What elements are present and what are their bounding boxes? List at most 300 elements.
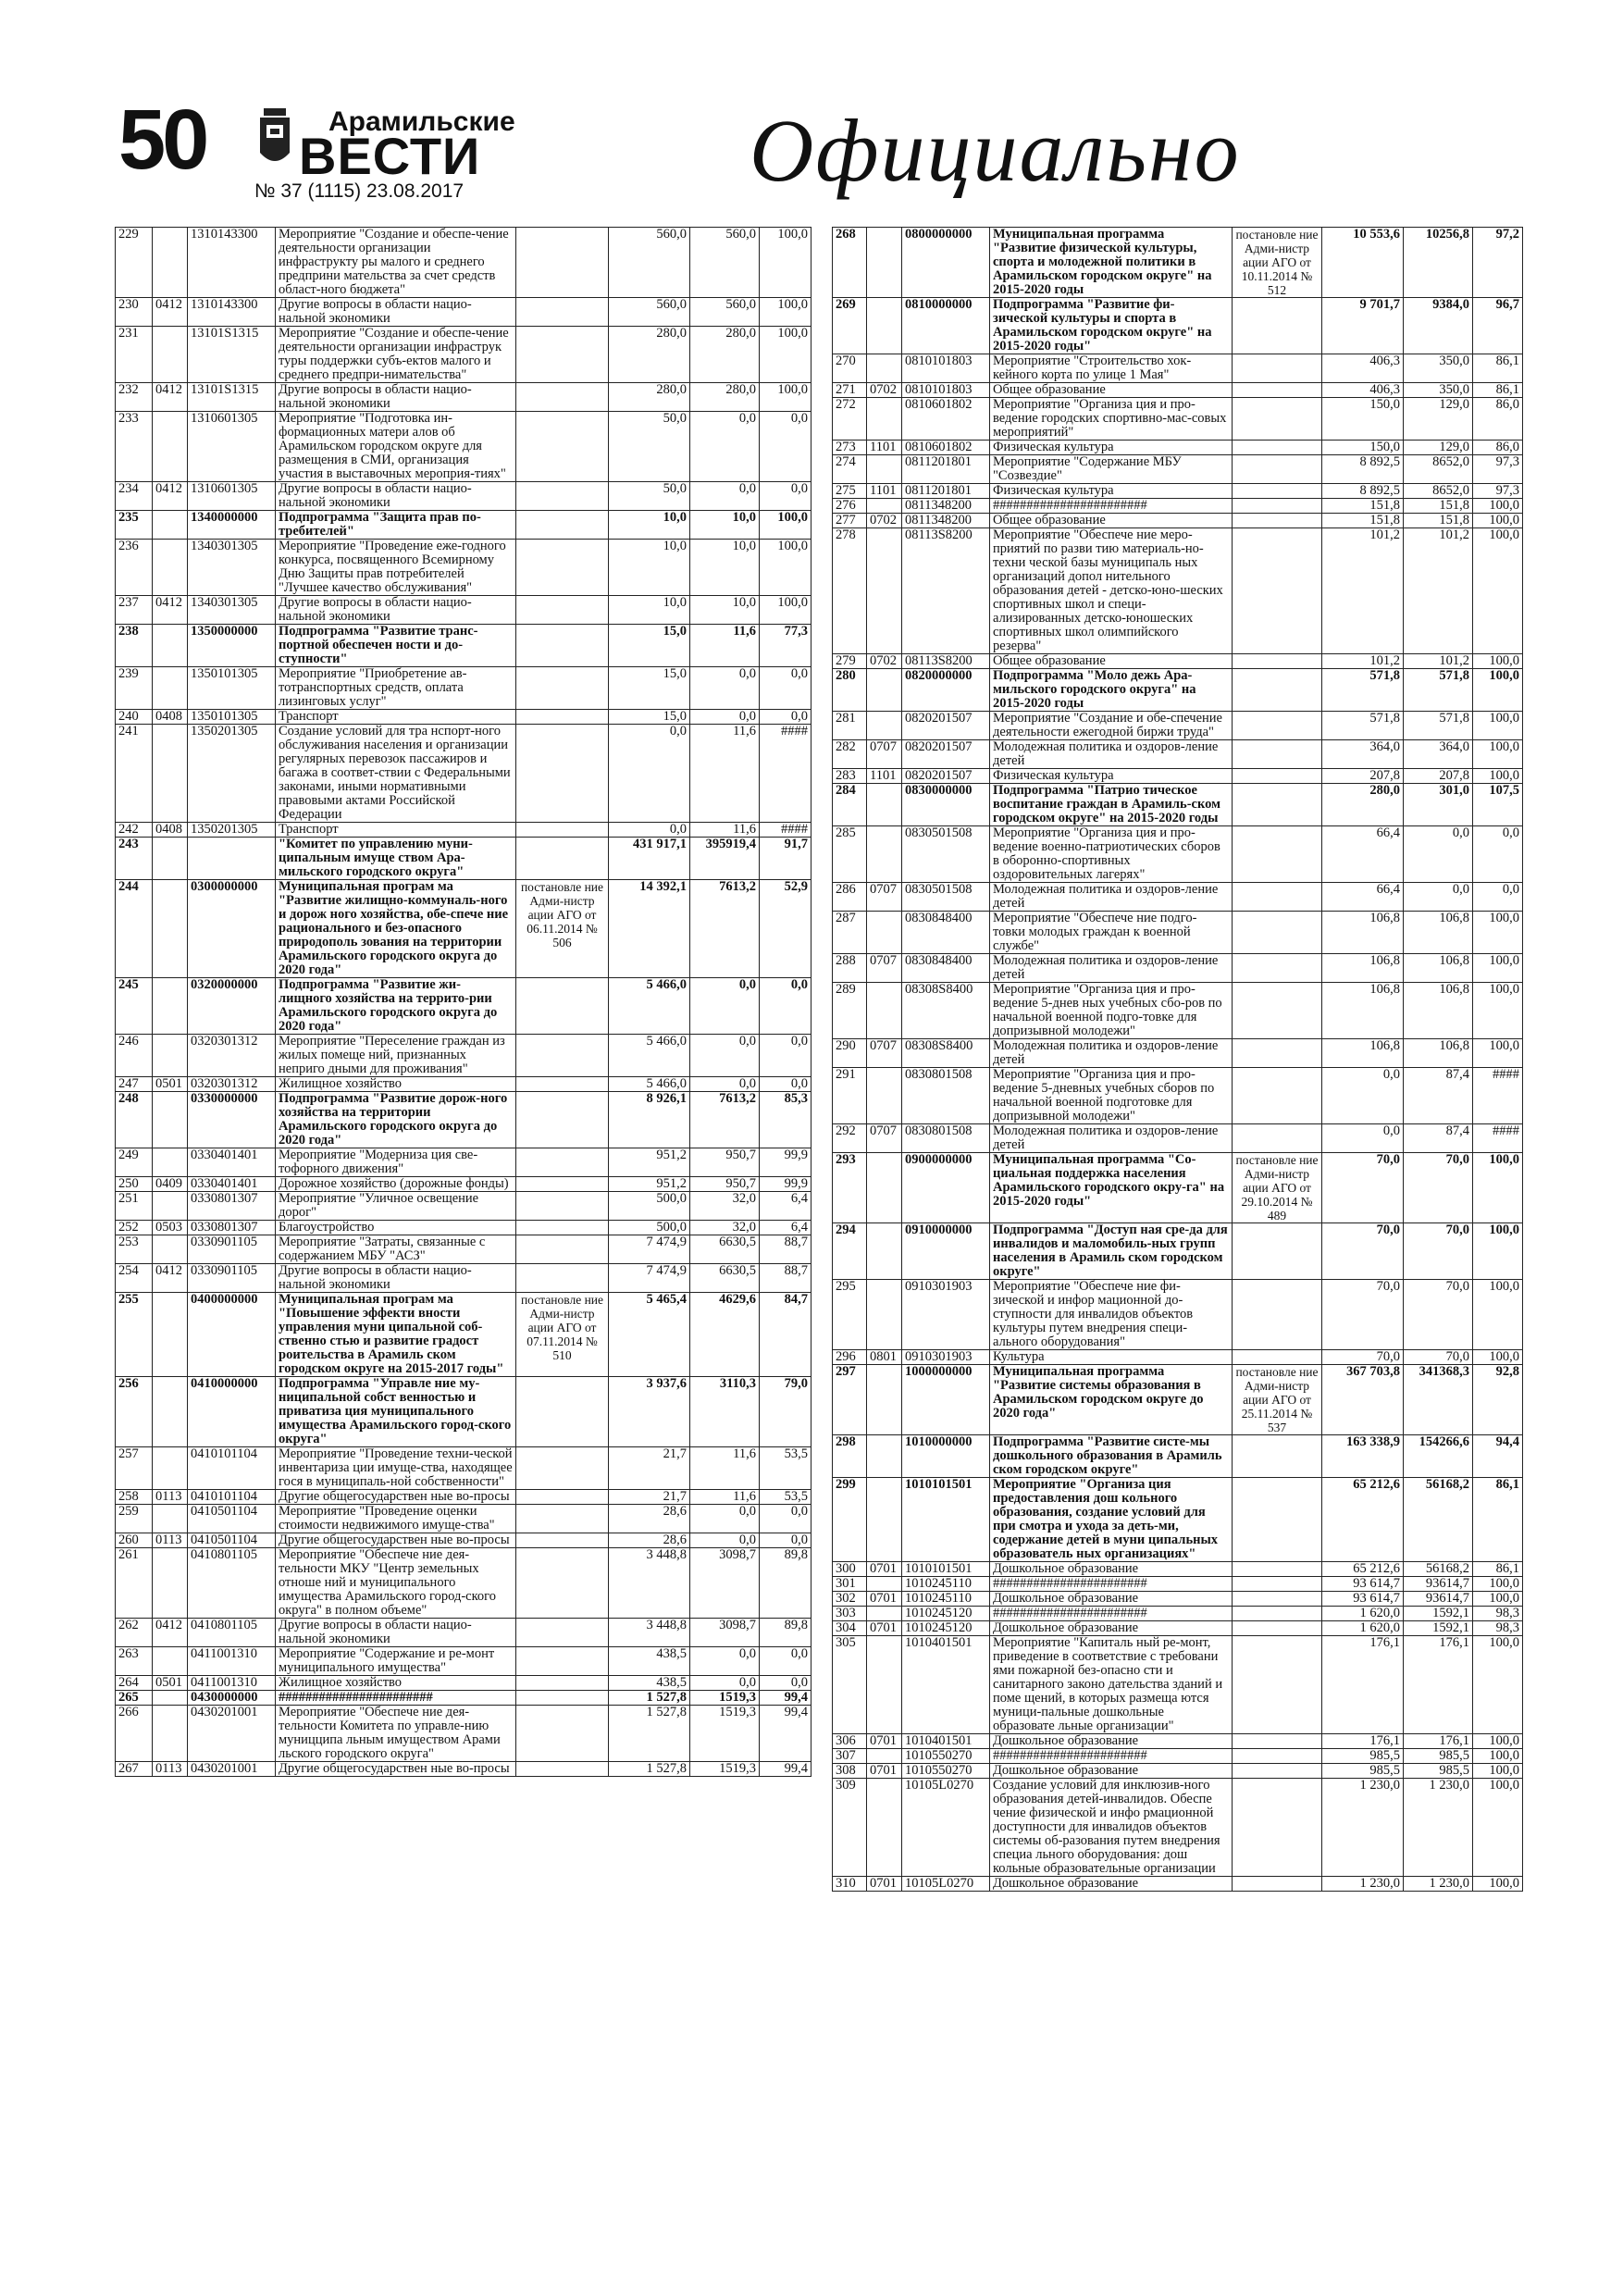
item-name: Мероприятие "Строительство хок-кейного корта по улице 1 Мая" (990, 354, 1233, 383)
executed-amount: 176,1 (1404, 1636, 1473, 1734)
execution-percent: 100,0 (1473, 1223, 1523, 1280)
execution-percent: 53,5 (760, 1447, 812, 1490)
execution-percent: 100,0 (1473, 1039, 1523, 1068)
row-number: 262 (116, 1619, 153, 1647)
table-row (116, 838, 812, 880)
planned-amount: 15,0 (609, 710, 690, 725)
execution-percent: 91,7 (760, 838, 812, 880)
executed-amount: 70,0 (1404, 1350, 1473, 1365)
execution-percent: 86,0 (1473, 441, 1523, 455)
table-row (116, 1221, 812, 1235)
row-number: 274 (833, 455, 867, 484)
document-ref (516, 1619, 609, 1647)
left-column (115, 227, 811, 1777)
table-row (116, 1148, 812, 1177)
item-name: Мероприятие "Проведение еже-годного конкурса, посвященного Всемирному Дню Защиты прав потребителей "Лучшее качество обслуживания" (276, 540, 516, 596)
target-code: 1310143300 (188, 298, 276, 327)
row-number: 300 (833, 1562, 867, 1577)
table-row (833, 1592, 1523, 1607)
planned-amount: 985,5 (1322, 1764, 1404, 1779)
row-number: 236 (116, 540, 153, 596)
document-ref (1233, 441, 1322, 455)
table-row (116, 1035, 812, 1077)
row-number: 309 (833, 1779, 867, 1877)
document-ref (516, 1647, 609, 1676)
execution-percent: 6,4 (760, 1221, 812, 1235)
planned-amount: 571,8 (1322, 712, 1404, 740)
target-code: 08113S8200 (902, 528, 990, 654)
document-ref (516, 625, 609, 667)
table-row (833, 1749, 1523, 1764)
item-name: Подпрограмма "Моло дежь Ара-мильского городского округа" на 2015-2020 годы (990, 669, 1233, 712)
row-number: 293 (833, 1153, 867, 1223)
section-code: 0701 (867, 1621, 902, 1636)
section-code: 0702 (867, 383, 902, 398)
execution-percent: 100,0 (1473, 514, 1523, 528)
planned-amount: 3 448,8 (609, 1619, 690, 1647)
table-row (116, 596, 812, 625)
row-number: 299 (833, 1478, 867, 1562)
document-ref (1233, 912, 1322, 954)
execution-percent: 6,4 (760, 1192, 812, 1221)
executed-amount: 1592,1 (1404, 1621, 1473, 1636)
table-row (116, 625, 812, 667)
section-code (867, 298, 902, 354)
section-code (867, 669, 902, 712)
item-name: Мероприятие "Проведение техни-ческой инвентариза ции имуще-ства, находящее гося в муниципаль-ной собственности" (276, 1447, 516, 1490)
execution-percent: 92,8 (1473, 1365, 1523, 1435)
row-number: 246 (116, 1035, 153, 1077)
item-name: Мероприятие "Обеспече ние фи-зической и инфор мационной до-ступности для инвалидов объектов культуры путем внедрения специ-ального оборудования" (990, 1280, 1233, 1350)
document-ref (516, 383, 609, 412)
document-ref (516, 1177, 609, 1192)
execution-percent: 100,0 (760, 298, 812, 327)
table-row (833, 1068, 1523, 1124)
row-number: 231 (116, 327, 153, 383)
target-code: 0830501508 (902, 883, 990, 912)
section-code (867, 354, 902, 383)
item-name: Мероприятие "Переселение граждан из жилых помеще ний, признанных неприго дными для проживания" (276, 1035, 516, 1077)
planned-amount: 10 553,6 (1322, 228, 1404, 298)
executed-amount: 129,0 (1404, 398, 1473, 441)
target-code: 0820201507 (902, 740, 990, 769)
document-ref (1233, 1607, 1322, 1621)
section-code (153, 880, 188, 978)
planned-amount: 28,6 (609, 1533, 690, 1548)
target-code: 1010245110 (902, 1577, 990, 1592)
document-ref (1233, 455, 1322, 484)
table-row (833, 1153, 1523, 1223)
row-number: 285 (833, 826, 867, 883)
target-code: 0811201801 (902, 484, 990, 499)
planned-amount: 3 937,6 (609, 1377, 690, 1447)
row-number: 297 (833, 1365, 867, 1435)
document-ref (516, 228, 609, 298)
execution-percent: 100,0 (760, 540, 812, 596)
section-code: 0503 (153, 1221, 188, 1235)
item-name: Мероприятие "Содержание МБУ "Созвездие" (990, 455, 1233, 484)
executed-amount: 1519,3 (690, 1706, 760, 1762)
planned-amount: 65 212,6 (1322, 1478, 1404, 1562)
target-code: 0300000000 (188, 880, 276, 978)
target-code: 0320301312 (188, 1035, 276, 1077)
executed-amount: 3098,7 (690, 1619, 760, 1647)
target-code: 1010245110 (902, 1592, 990, 1607)
execution-percent: 100,0 (1473, 1877, 1523, 1892)
item-name: Муниципальная програм ма "Повышение эффекти вности управления муни ципальной соб-ственно стью и развитие градост роительства в Арамиль ском городском округе на 2015-2017 годы" (276, 1293, 516, 1377)
document-ref (516, 540, 609, 596)
section-code: 0707 (867, 883, 902, 912)
executed-amount: 571,8 (1404, 712, 1473, 740)
row-number: 289 (833, 983, 867, 1039)
executed-amount: 11,6 (690, 725, 760, 823)
planned-amount: 176,1 (1322, 1636, 1404, 1734)
row-number: 243 (116, 838, 153, 880)
table-row (833, 1365, 1523, 1435)
item-name: Мероприятие "Организа ция и про-ведение 5-днев ных учебных сбо-ров по начальной военной подго-товке для допризывной молодежи" (990, 983, 1233, 1039)
section-code: 0701 (867, 1592, 902, 1607)
executed-amount: 301,0 (1404, 784, 1473, 826)
executed-amount: 10,0 (690, 596, 760, 625)
table-row (833, 883, 1523, 912)
target-code: 1350101305 (188, 667, 276, 710)
row-number: 303 (833, 1607, 867, 1621)
item-name: Дошкольное образование (990, 1877, 1233, 1892)
section-code: 0113 (153, 1762, 188, 1777)
section-code (153, 1377, 188, 1447)
item-name: Молодежная политика и оздоров-ление детей (990, 954, 1233, 983)
executed-amount: 32,0 (690, 1221, 760, 1235)
execution-percent: 97,2 (1473, 228, 1523, 298)
document-ref (1233, 669, 1322, 712)
execution-percent: 0,0 (760, 978, 812, 1035)
item-name: Общее образование (990, 383, 1233, 398)
document-ref: постановле ние Адми-нистр ации АГО от 06.11.2014 № 506 (516, 880, 609, 978)
table-row (116, 1177, 812, 1192)
row-number: 278 (833, 528, 867, 654)
item-name: ####################### (990, 1749, 1233, 1764)
item-name: ####################### (990, 1607, 1233, 1621)
row-number: 263 (116, 1647, 153, 1676)
executed-amount: 11,6 (690, 625, 760, 667)
item-name: Общее образование (990, 514, 1233, 528)
section-code: 0412 (153, 1264, 188, 1293)
item-name: Мероприятие "Обеспече ние подго-товки молодых граждан к военной службе" (990, 912, 1233, 954)
section-code (153, 1548, 188, 1619)
executed-amount: 0,0 (690, 1077, 760, 1092)
table-row (116, 1092, 812, 1148)
section-code (867, 1478, 902, 1562)
execution-percent: 0,0 (760, 710, 812, 725)
planned-amount: 560,0 (609, 298, 690, 327)
target-code: 1010000000 (902, 1435, 990, 1478)
document-ref (516, 1221, 609, 1235)
execution-percent: 98,3 (1473, 1621, 1523, 1636)
table-row (833, 740, 1523, 769)
planned-amount: 280,0 (609, 383, 690, 412)
table-row (116, 667, 812, 710)
item-name: Муниципальная програм ма "Развитие жилищно-коммуналь-ного и дорож ного хозяйства, обе-спече ние рационального и без-опасного природополь зования на территории Арамильского городского округа до 2020 года" (276, 880, 516, 978)
execution-percent: #### (1473, 1124, 1523, 1153)
item-name: Подпрограмма "Патрио тическое воспитание граждан в Арамиль-ском городском округе" на 2015-2020 годы (990, 784, 1233, 826)
section-code (867, 1153, 902, 1223)
planned-amount: 280,0 (609, 327, 690, 383)
item-name: Физическая культура (990, 484, 1233, 499)
target-code: 0820201507 (902, 712, 990, 740)
section-code (153, 1447, 188, 1490)
section-code: 1101 (867, 769, 902, 784)
planned-amount: 176,1 (1322, 1734, 1404, 1749)
document-ref (516, 482, 609, 511)
item-name: Мероприятие "Капиталь ный ре-монт, приведение в соответствие с требовани ями пожарной без-опасно сти и санитарного законо дательства зданий и поме щений, в которых размеща ются муници-пальные дошкольные образовате льные организации" (990, 1636, 1233, 1734)
document-ref (1233, 484, 1322, 499)
table-row (833, 298, 1523, 354)
document-ref (1233, 528, 1322, 654)
section-code: 0707 (867, 954, 902, 983)
document-ref: постановле ние Адми-нистр ации АГО от 07.11.2014 № 510 (516, 1293, 609, 1377)
document-ref (1233, 712, 1322, 740)
executed-amount: 11,6 (690, 1447, 760, 1490)
planned-amount: 21,7 (609, 1490, 690, 1505)
planned-amount: 1 527,8 (609, 1762, 690, 1777)
item-name: Подпрограмма "Развитие транс-портной обеспечен ности и до-ступности" (276, 625, 516, 667)
section-code (153, 1235, 188, 1264)
execution-percent: 100,0 (1473, 528, 1523, 654)
row-number: 242 (116, 823, 153, 838)
target-code: 1310601305 (188, 482, 276, 511)
planned-amount: 0,0 (1322, 1124, 1404, 1153)
planned-amount: 93 614,7 (1322, 1577, 1404, 1592)
table-row (833, 514, 1523, 528)
executed-amount: 56168,2 (1404, 1478, 1473, 1562)
section-code (867, 398, 902, 441)
execution-percent: 97,3 (1473, 484, 1523, 499)
target-code: 1010245120 (902, 1621, 990, 1636)
row-number: 241 (116, 725, 153, 823)
item-name: ####################### (276, 1691, 516, 1706)
table-row (833, 983, 1523, 1039)
row-number: 265 (116, 1691, 153, 1706)
executed-amount: 32,0 (690, 1192, 760, 1221)
row-number: 277 (833, 514, 867, 528)
row-number: 273 (833, 441, 867, 455)
document-ref (516, 327, 609, 383)
item-name: Мероприятие "Содержание и ре-монт муниципального имущества" (276, 1647, 516, 1676)
execution-percent: 0,0 (760, 1077, 812, 1092)
target-code: 1010550270 (902, 1749, 990, 1764)
executed-amount: 3110,3 (690, 1377, 760, 1447)
execution-percent: 100,0 (1473, 712, 1523, 740)
section-code (153, 838, 188, 880)
target-code: 08113S8200 (902, 654, 990, 669)
planned-amount: 151,8 (1322, 514, 1404, 528)
document-ref (1233, 740, 1322, 769)
item-name: Создание условий для тра нспорт-ного обслуживания населения и организации регулярных перевозок пассажиров и багажа в соответ-ствии с Федеральными законами, иными нормативными правовыми актами Российской Федерации (276, 725, 516, 823)
execution-percent: 84,7 (760, 1293, 812, 1377)
planned-amount: 8 926,1 (609, 1092, 690, 1148)
document-ref (1233, 1435, 1322, 1478)
execution-percent: 100,0 (1473, 912, 1523, 954)
executed-amount: 8652,0 (1404, 484, 1473, 499)
document-ref (516, 1447, 609, 1490)
document-ref (516, 1762, 609, 1777)
row-number: 307 (833, 1749, 867, 1764)
row-number: 271 (833, 383, 867, 398)
document-ref (516, 1706, 609, 1762)
target-code: 1010101501 (902, 1562, 990, 1577)
document-ref (1233, 383, 1322, 398)
section-code: 0412 (153, 383, 188, 412)
planned-amount: 5 466,0 (609, 978, 690, 1035)
target-code: 1310601305 (188, 412, 276, 482)
document-ref (516, 1377, 609, 1447)
execution-percent: 98,3 (1473, 1607, 1523, 1621)
item-name: Благоустройство (276, 1221, 516, 1235)
item-name: Мероприятие "Проведение оценки стоимости недвижимого имуще-ства" (276, 1505, 516, 1533)
executed-amount: 0,0 (690, 1533, 760, 1548)
execution-percent: 0,0 (760, 1035, 812, 1077)
row-number: 238 (116, 625, 153, 667)
executed-amount: 106,8 (1404, 954, 1473, 983)
table-row (116, 1293, 812, 1377)
item-name: Мероприятие "Затраты, связанные с содержанием МБУ "АСЗ" (276, 1235, 516, 1264)
document-ref (516, 710, 609, 725)
planned-amount: 985,5 (1322, 1749, 1404, 1764)
executed-amount: 87,4 (1404, 1068, 1473, 1124)
executed-amount: 0,0 (690, 412, 760, 482)
executed-amount: 154266,6 (1404, 1435, 1473, 1478)
section-code: 0412 (153, 482, 188, 511)
table-row (116, 412, 812, 482)
planned-amount: 500,0 (609, 1221, 690, 1235)
planned-amount: 101,2 (1322, 654, 1404, 669)
table-row (116, 1619, 812, 1647)
document-ref (1233, 784, 1322, 826)
table-row (116, 1505, 812, 1533)
executed-amount: 11,6 (690, 1490, 760, 1505)
row-number: 250 (116, 1177, 153, 1192)
row-number: 291 (833, 1068, 867, 1124)
executed-amount: 207,8 (1404, 769, 1473, 784)
section-code: 0408 (153, 710, 188, 725)
planned-amount: 207,8 (1322, 769, 1404, 784)
target-code: 0811201801 (902, 455, 990, 484)
document-ref (1233, 1621, 1322, 1636)
planned-amount: 66,4 (1322, 883, 1404, 912)
target-code: 0330401401 (188, 1177, 276, 1192)
planned-amount: 500,0 (609, 1192, 690, 1221)
planned-amount: 1 527,8 (609, 1691, 690, 1706)
execution-percent: 0,0 (760, 412, 812, 482)
section-code (867, 1365, 902, 1435)
executed-amount: 560,0 (690, 298, 760, 327)
executed-amount: 950,7 (690, 1148, 760, 1177)
executed-amount: 0,0 (690, 1647, 760, 1676)
table-row (116, 1706, 812, 1762)
item-name: Мероприятие "Подготовка ин-формационных матери алов об Арамильском городском округе для размещения в СМИ, организация участия в выставочных мероприя-тиях" (276, 412, 516, 482)
row-number: 305 (833, 1636, 867, 1734)
planned-amount: 951,2 (609, 1177, 690, 1192)
table-row (116, 1377, 812, 1447)
target-code: 0330901105 (188, 1264, 276, 1293)
executed-amount: 70,0 (1404, 1280, 1473, 1350)
item-name: Подпрограмма "Защита прав по-требителей" (276, 511, 516, 540)
table-row (116, 482, 812, 511)
execution-percent: 53,5 (760, 1490, 812, 1505)
table-row (116, 1676, 812, 1691)
planned-amount: 10,0 (609, 540, 690, 596)
item-name: "Комитет по управлению муни-ципальным имуще ством Ара-мильского городского округа" (276, 838, 516, 880)
execution-percent: 100,0 (1473, 1350, 1523, 1365)
planned-amount: 14 392,1 (609, 880, 690, 978)
item-name: Подпрограмма "Управле ние му-ниципальной собст венностью и приватиза ция муниципального имущества Арамильского город-ского округа" (276, 1377, 516, 1447)
item-name: Мероприятие "Организа ция и про-ведение городских спортивно-мас-совых мероприятий" (990, 398, 1233, 441)
section-code (867, 1779, 902, 1877)
section-code: 0707 (867, 740, 902, 769)
document-ref (516, 823, 609, 838)
section-code (867, 826, 902, 883)
section-code (867, 499, 902, 514)
execution-percent: 99,4 (760, 1691, 812, 1706)
table-row (116, 540, 812, 596)
planned-amount: 571,8 (1322, 669, 1404, 712)
execution-percent: 100,0 (1473, 1592, 1523, 1607)
table-row (116, 1235, 812, 1264)
document-ref (516, 1548, 609, 1619)
execution-percent: 0,0 (1473, 826, 1523, 883)
planned-amount: 66,4 (1322, 826, 1404, 883)
target-code: 0330401401 (188, 1148, 276, 1177)
planned-amount: 93 614,7 (1322, 1592, 1404, 1607)
executed-amount: 106,8 (1404, 983, 1473, 1039)
target-code: 0910301903 (902, 1350, 990, 1365)
document-ref (1233, 354, 1322, 383)
execution-percent: 94,4 (1473, 1435, 1523, 1478)
execution-percent: 100,0 (1473, 1764, 1523, 1779)
target-code: 0830501508 (902, 826, 990, 883)
document-ref (1233, 883, 1322, 912)
planned-amount: 0,0 (609, 725, 690, 823)
row-number: 310 (833, 1877, 867, 1892)
table-row (833, 1350, 1523, 1365)
item-name: Мероприятие "Создание и обеспе-чение деятельности организации инфраструкту ры малого и среднего предприни мательства за счет средств област-ного бюджета" (276, 228, 516, 298)
item-name: Культура (990, 1350, 1233, 1365)
execution-percent: 100,0 (1473, 669, 1523, 712)
target-code: 0810601802 (902, 398, 990, 441)
execution-percent: 100,0 (1473, 1734, 1523, 1749)
target-code: 0410101104 (188, 1447, 276, 1490)
executed-amount: 176,1 (1404, 1734, 1473, 1749)
target-code: 0430201001 (188, 1706, 276, 1762)
execution-percent: 96,7 (1473, 298, 1523, 354)
table-row (833, 1280, 1523, 1350)
planned-amount: 106,8 (1322, 954, 1404, 983)
planned-amount: 8 892,5 (1322, 455, 1404, 484)
executed-amount: 560,0 (690, 228, 760, 298)
item-name: Мероприятие "Приобретение ав-тотранспортных средств, оплата лизинговых услуг" (276, 667, 516, 710)
executed-amount: 151,8 (1404, 514, 1473, 528)
section-code (867, 712, 902, 740)
document-ref (516, 1691, 609, 1706)
section-code: 0412 (153, 596, 188, 625)
target-code: 1340301305 (188, 540, 276, 596)
item-name: Мероприятие "Модерниза ция све-тофорного движения" (276, 1148, 516, 1177)
planned-amount: 15,0 (609, 667, 690, 710)
target-code: 0820000000 (902, 669, 990, 712)
target-code: 1010101501 (902, 1478, 990, 1562)
section-title: Официально (750, 101, 1241, 200)
execution-percent: 100,0 (1473, 769, 1523, 784)
